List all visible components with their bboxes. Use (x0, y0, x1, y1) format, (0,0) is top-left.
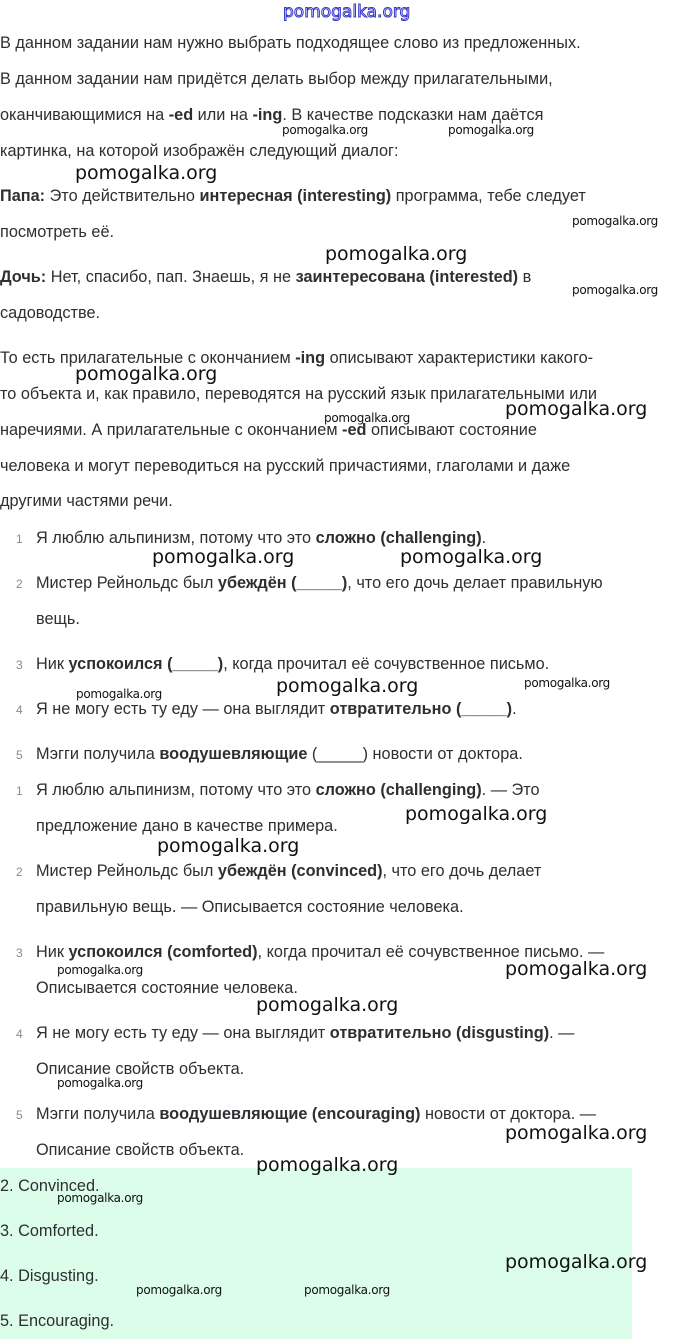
bold-term: -ed (342, 421, 367, 439)
text-segment: Ник (36, 655, 69, 673)
bold-term: успокоился (comforted) (68, 943, 258, 961)
watermark: pomogalka.org (505, 958, 648, 980)
list-number: 3 (16, 658, 23, 672)
list-number: 5 (16, 1108, 23, 1122)
text-line (0, 1311, 114, 1331)
text-segment: Я люблю альпинизм, потому что это (36, 781, 316, 799)
text-segment: правильную вещь. — Описывается состояние человека. (36, 898, 464, 916)
text-segment: 5. Encouraging. (0, 1312, 115, 1330)
list-number: 4 (16, 703, 23, 717)
text-segment: Описание свойств объекта. (36, 1141, 245, 1159)
bold-term: заинтересована (interested) (295, 268, 519, 286)
bold-term: воодушевляющие (159, 745, 308, 763)
text-segment: Нет, спасибо, пап. Знаешь, я не (46, 268, 296, 286)
list-item (16, 654, 550, 674)
text-segment: Мистер Рейнольдс был (36, 862, 218, 880)
text-segment: 3. Comforted. (0, 1222, 99, 1240)
text-segment: . — (549, 1024, 575, 1042)
bold-term: убеждён (convinced) (217, 862, 383, 880)
text-segment: то объекта и, как правило, переводятся на русский язык прилагательными или (0, 385, 597, 403)
text-segment: вещь. (36, 610, 80, 628)
text-segment: Это действительно (45, 187, 200, 205)
list-item (16, 744, 523, 764)
bold-term: интересная (interesting) (199, 187, 392, 205)
watermark: pomogalka.org (505, 1251, 648, 1273)
text-line (0, 267, 531, 287)
text-segment: описывают состояние (366, 421, 537, 439)
text-segment: в (518, 268, 532, 286)
site-logo: pomogalka.org (283, 2, 411, 22)
text-line (0, 69, 553, 89)
text-segment: человека и могут переводиться на русский причастиями, глаголами и даже (0, 457, 571, 475)
text-line (0, 1221, 99, 1241)
text-segment: Я не могу есть ту еду — она выглядит (36, 1024, 330, 1042)
text-line (0, 33, 581, 53)
text-segment: Мэгги получила (36, 1105, 160, 1123)
text-line (0, 222, 114, 242)
watermark: pomogalka.org (75, 363, 218, 385)
list-number: 1 (16, 784, 23, 798)
watermark: pomogalka.org (405, 803, 548, 825)
bold-term: -ing (252, 106, 283, 124)
bold-term: воодушевляющие (encouraging) (159, 1105, 421, 1123)
text-segment: , когда прочитал её сочувственное письмо. — (257, 943, 605, 961)
text-segment: программа, тебе следует (391, 187, 586, 205)
bold-term: Дочь: (0, 268, 47, 286)
list-number: 2 (16, 865, 23, 879)
text-segment: , что его дочь делает (382, 862, 542, 880)
watermark: pomogalka.org (505, 1122, 648, 1144)
text-segment: другими частями речи. (0, 492, 173, 510)
watermark: pomogalka.org (324, 411, 410, 425)
watermark: pomogalka.org (400, 546, 543, 568)
text-segment: садоводстве. (0, 304, 101, 322)
watermark: pomogalka.org (276, 675, 419, 697)
text-segment: Мистер Рейнольдс был (36, 574, 218, 592)
text-segment: 4. Disgusting. (0, 1267, 99, 1285)
text-segment: Ник (36, 943, 69, 961)
bold-term: -ing (295, 349, 326, 367)
watermark: pomogalka.org (524, 676, 610, 690)
text-line (36, 1140, 244, 1160)
watermark: pomogalka.org (572, 214, 658, 228)
text-line (36, 816, 338, 836)
text-segment: В данном задании нам придётся делать выбор между прилагательными, (0, 70, 553, 88)
text-line (0, 1266, 99, 1286)
bold-term: Папа: (0, 187, 46, 205)
text-segment: . (481, 529, 487, 547)
watermark: pomogalka.org (256, 994, 399, 1016)
bold-term: отвратительно (disgusting) (329, 1024, 550, 1042)
text-line (0, 141, 398, 161)
text-line (36, 609, 80, 629)
text-line (0, 456, 570, 476)
text-segment: . В качестве подсказки нам даётся (282, 106, 544, 124)
text-segment: наречиями. А прилагательные с окончанием (0, 421, 343, 439)
text-line (0, 420, 537, 440)
watermark: pomogalka.org (572, 283, 658, 297)
text-segment: посмотреть её. (0, 223, 115, 241)
text-segment: . — Это (481, 781, 540, 799)
watermark: pomogalka.org (505, 398, 648, 420)
list-item (16, 1023, 575, 1043)
list-item (16, 1104, 597, 1124)
text-segment: предложение дано в качестве примера. (36, 817, 338, 835)
list-item (16, 861, 542, 881)
text-segment: Я не могу есть ту еду — она выглядит (36, 700, 330, 718)
text-segment: или на (193, 106, 253, 124)
text-segment: Описывается состояние человека. (36, 979, 298, 997)
watermark: pomogalka.org (75, 162, 218, 184)
watermark: pomogalka.org (57, 1076, 143, 1090)
watermark: pomogalka.org (282, 123, 368, 137)
list-number: 4 (16, 1027, 23, 1041)
watermark: pomogalka.org (448, 123, 534, 137)
list-number: 3 (16, 946, 23, 960)
text-segment: оканчивающимися на (0, 106, 169, 124)
watermark: pomogalka.org (152, 546, 295, 568)
text-segment: новости от доктора. — (420, 1105, 597, 1123)
bold-term: сложно (challenging) (315, 529, 482, 547)
list-number: 5 (16, 748, 23, 762)
text-segment: , когда прочитал её сочувственное письмо. (223, 655, 550, 673)
text-line (0, 105, 543, 125)
text-segment: описывают характеристики какого- (325, 349, 594, 367)
bold-term: успокоился (_____) (68, 655, 224, 673)
watermark: pomogalka.org (256, 1154, 399, 1176)
list-item (16, 573, 603, 593)
bold-term: сложно (challenging) (315, 781, 482, 799)
list-number: 2 (16, 577, 23, 591)
watermark: pomogalka.org (157, 835, 300, 857)
list-item (16, 780, 540, 800)
watermark: pomogalka.org (304, 1283, 390, 1297)
text-line (0, 186, 586, 206)
list-item (16, 528, 487, 548)
text-segment: 2. Convinced. (0, 1177, 100, 1195)
text-line (0, 303, 100, 323)
text-line (0, 491, 173, 511)
text-segment: То есть прилагательные с окончанием (0, 349, 296, 367)
text-segment: Описание свойств объекта. (36, 1060, 245, 1078)
text-line (36, 897, 464, 917)
text-segment: картинка, на которой изображён следующий диалог: (0, 142, 399, 160)
watermark: pomogalka.org (136, 1283, 222, 1297)
watermark: pomogalka.org (57, 963, 143, 977)
text-segment: Мэгги получила (36, 745, 160, 763)
bold-term: убеждён (_____) (217, 574, 348, 592)
text-segment: Я люблю альпинизм, потому что это (36, 529, 316, 547)
watermark: pomogalka.org (57, 1191, 143, 1205)
list-number: 1 (16, 532, 23, 546)
watermark: pomogalka.org (325, 243, 468, 265)
text-segment: . (512, 700, 517, 718)
text-segment: В данном задании нам нужно выбрать подходящее слово из предложенных. (0, 34, 581, 52)
bold-term: отвратительно (_____) (329, 700, 513, 718)
text-segment: (_____) новости от доктора. (307, 745, 523, 763)
list-item (16, 699, 517, 719)
text-segment: , что его дочь делает правильную (347, 574, 603, 592)
bold-term: -ed (168, 106, 194, 124)
watermark: pomogalka.org (76, 687, 162, 701)
